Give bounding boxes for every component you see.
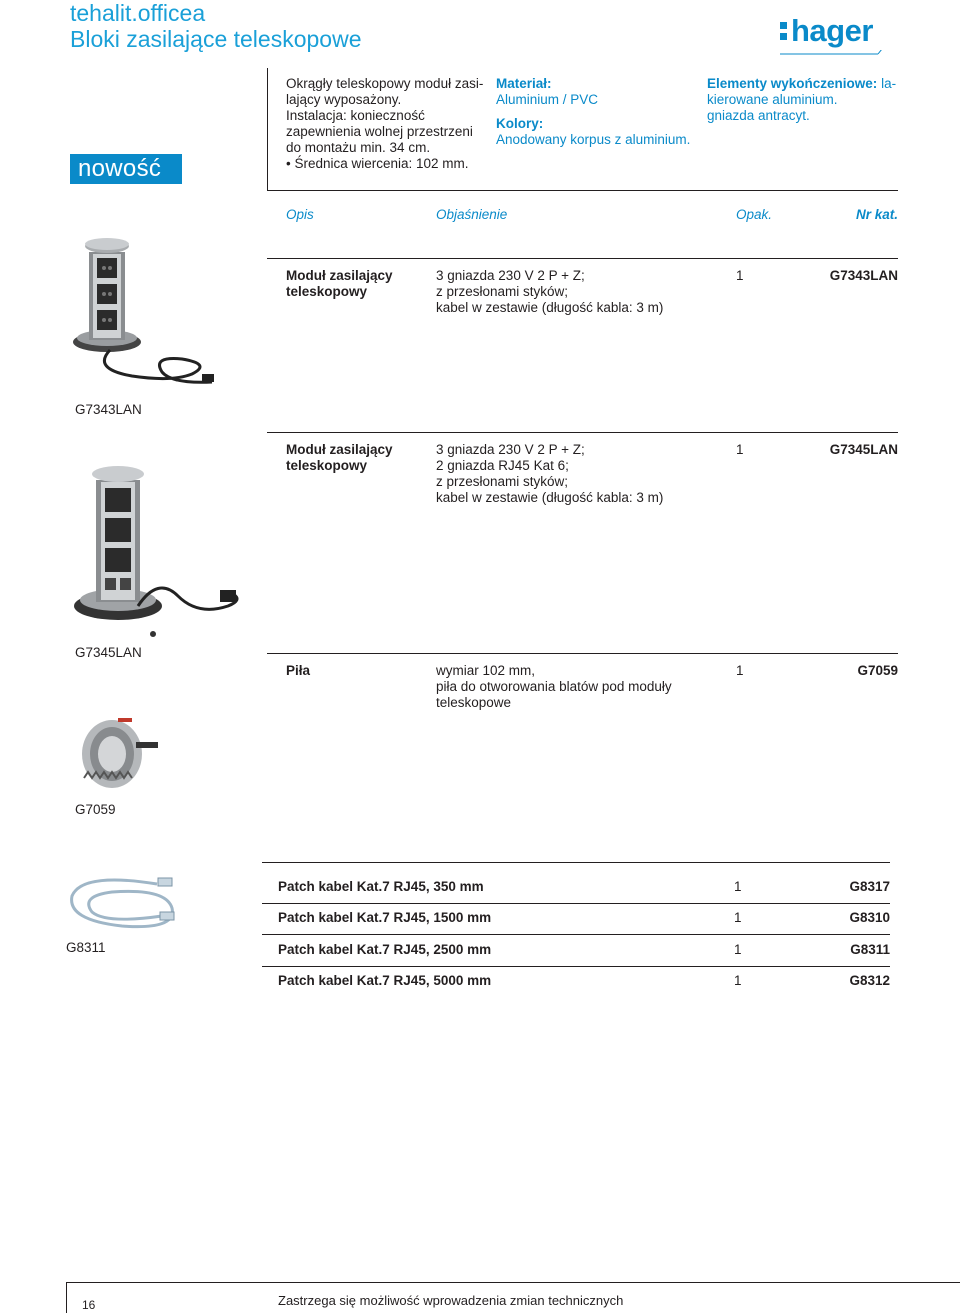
product-name-line: teleskopowy	[286, 458, 368, 473]
intro-line: zapewnienia wolnej przestrzeni	[286, 124, 473, 139]
intro-line: • Średnica wiercenia: 102 mm.	[286, 156, 469, 171]
column-header-catalog-number: Nr kat.	[855, 207, 898, 222]
image-caption: G7059	[75, 802, 116, 817]
column-header-description: Opis	[286, 207, 314, 222]
intro-line: lający wyposażony.	[286, 92, 402, 107]
product-name	[286, 442, 393, 474]
intro-line: do montażu min. 34 cm.	[286, 140, 431, 155]
new-badge: nowość	[70, 154, 182, 184]
intro-divider	[267, 68, 268, 190]
section-rule	[262, 862, 890, 863]
footer-note: Zastrzega się możliwość wprowadzenia zmian technicznych	[278, 1293, 624, 1308]
finish-line2: kierowane aluminium.	[707, 92, 838, 107]
page-title: Bloki zasilające teleskopowe	[70, 26, 362, 52]
pop-up-socket-icon	[62, 234, 220, 394]
intro-finish	[707, 76, 902, 124]
explanation-line: z przesłonami styków;	[436, 284, 569, 299]
row-rule	[262, 966, 890, 967]
material-value: Aluminium / PVC	[496, 92, 599, 107]
product-code: G7343LAN	[829, 268, 898, 283]
finish-label: Elementy wykończeniowe:	[707, 76, 878, 91]
cable-code: G8310	[849, 910, 890, 925]
row-rule	[262, 934, 890, 935]
cable-code: G8311	[850, 942, 890, 957]
material-label: Materiał:	[496, 76, 552, 91]
product-name-line: Moduł zasilający	[286, 442, 393, 457]
cable-quantity: 1	[734, 942, 742, 957]
explanation-line: kabel w zestawie (długość kabla: 3 m)	[436, 300, 664, 315]
product-code: G7345LAN	[829, 442, 898, 457]
row-rule	[267, 432, 898, 433]
row-rule	[267, 653, 898, 654]
cable-quantity: 1	[734, 910, 742, 925]
column-header-explanation: Objaśnienie	[436, 207, 508, 222]
hager-logo	[780, 13, 880, 56]
image-caption: G7343LAN	[75, 402, 142, 417]
product-explanation	[436, 663, 726, 711]
logo-text: hager	[791, 13, 873, 48]
intro-materials	[496, 76, 696, 148]
explanation-line: wymiar 102 mm,	[436, 663, 536, 678]
footer-rule	[66, 1282, 960, 1283]
page-number: 16	[82, 1298, 96, 1312]
cable-code: G8317	[849, 879, 890, 894]
intro-line: Instalacja: konieczność	[286, 108, 425, 123]
product-name-line: Moduł zasilający	[286, 268, 393, 283]
explanation-line: 3 gniazda 230 V 2 P + Z;	[436, 268, 585, 283]
cable-quantity: 1	[734, 973, 742, 988]
logo-dots-icon	[780, 22, 788, 44]
product-code: G7059	[857, 663, 898, 678]
product-quantity: 1	[736, 663, 744, 678]
cable-name: Patch kabel Kat.7 RJ45, 2500 mm	[278, 942, 492, 957]
intro-bottom-rule	[267, 190, 898, 191]
cable-quantity: 1	[734, 879, 742, 894]
image-caption: G8311	[66, 940, 106, 955]
product-quantity: 1	[736, 268, 744, 283]
logo-underline-icon	[780, 50, 888, 60]
product-name-line: teleskopowy	[286, 284, 368, 299]
colors-value: Anodowany korpus z aluminium.	[496, 132, 691, 147]
row-rule	[262, 903, 890, 904]
colors-label: Kolory:	[496, 116, 544, 131]
explanation-line: teleskopowe	[436, 695, 512, 710]
product-name: Piła	[286, 663, 311, 678]
finish-line3: gniazda antracyt.	[707, 108, 810, 123]
image-caption: G7345LAN	[75, 645, 142, 660]
series-title: tehalit.officea	[70, 0, 206, 26]
product-quantity: 1	[736, 442, 744, 457]
explanation-line: piła do otworowania blatów pod moduły	[436, 679, 672, 694]
cable-code: G8312	[849, 973, 890, 988]
product-explanation	[436, 442, 726, 506]
explanation-line: 2 gniazda RJ45 Kat 6;	[436, 458, 569, 473]
cable-name: Patch kabel Kat.7 RJ45, 350 mm	[278, 879, 484, 894]
intro-line: Okrągły teleskopowy moduł zasi-	[286, 76, 484, 91]
column-header-pack: Opak.	[736, 207, 773, 222]
cable-name: Patch kabel Kat.7 RJ45, 1500 mm	[278, 910, 492, 925]
product-explanation	[436, 268, 726, 316]
footer-divider	[66, 1282, 67, 1313]
intro-description	[286, 76, 486, 172]
explanation-line: z przesłonami styków;	[436, 474, 569, 489]
cable-name: Patch kabel Kat.7 RJ45, 5000 mm	[278, 973, 492, 988]
row-rule	[267, 258, 898, 259]
pop-up-socket-rj45-icon	[68, 466, 250, 640]
product-name	[286, 268, 393, 300]
explanation-line: kabel w zestawie (długość kabla: 3 m)	[436, 490, 664, 505]
hole-saw-icon	[80, 708, 160, 792]
finish-line1: la-	[877, 76, 897, 91]
patch-cable-icon	[62, 868, 182, 940]
explanation-line: 3 gniazda 230 V 2 P + Z;	[436, 442, 585, 457]
